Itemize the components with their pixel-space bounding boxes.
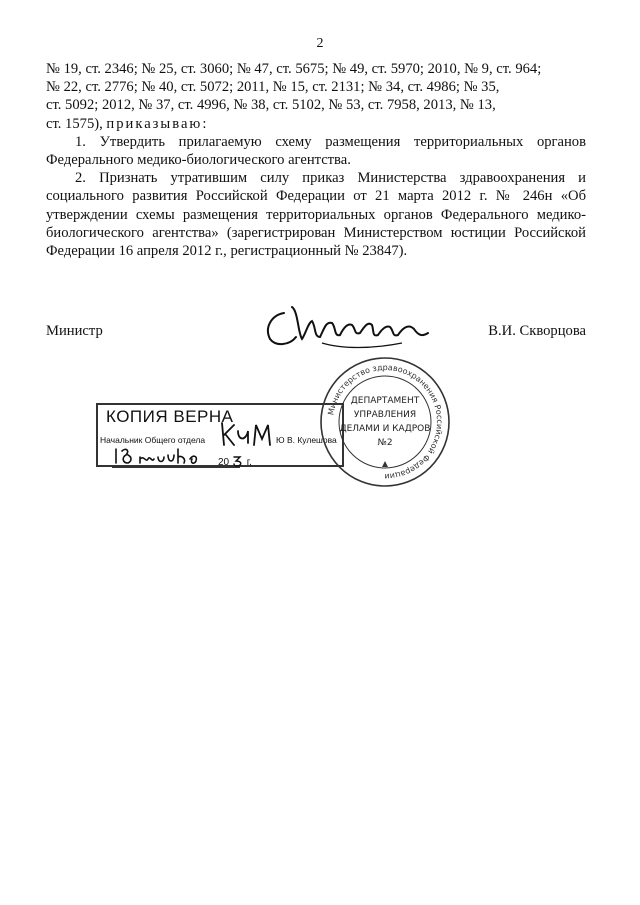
seal-line-3: ДЕЛАМИ И КАДРОВ <box>339 424 431 434</box>
copy-stamp-year-suffix: г. <box>246 457 252 468</box>
seal-star-icon <box>382 461 388 467</box>
handwritten-initials <box>218 419 274 451</box>
copy-stamp-date-line <box>112 467 240 468</box>
body-line-3: ст. 5092; 2012, № 37, ст. 4996, № 38, ст. 5102, № 53, ст. 7958, 2013, № 13, <box>46 97 496 114</box>
order-item-1: 1. Утвердить прилагаемую схему размещения территориальных органов Федерального медико-биологического агентства. <box>46 133 586 169</box>
seal-ring-text: Министерство здравоохранения Российской Федерации <box>326 362 445 482</box>
copy-stamp-person: Ю В. Кулешова <box>276 435 337 445</box>
handwritten-date <box>112 445 212 467</box>
page-number: 2 <box>316 36 324 51</box>
body-line-1: № 19, ст. 2346; № 25, ст. 3060; № 47, ст. 5675; № 49, ст. 5970; 2010, № 9, ст. 964; <box>46 61 542 77</box>
order-item-2: 2. Признать утратившим силу приказ Министерства здравоохранения и социального развития Российской Федерации от 21 марта 2012 г. № 246н «Об утверждении схемы размещения территориальных органов Федерального медико-биологического агентства» (зарегистрирован Министерством юстиции Российской Федерации 16 апреля 2012 г., регистрационный № 23847). <box>46 170 586 260</box>
copy-stamp-year-prefix: 20 <box>218 457 230 468</box>
body-line-4 <box>46 115 586 133</box>
body-line-4-start: ст. 1575), <box>46 115 103 132</box>
seal-line-4: №2 <box>377 438 393 448</box>
minister-title: Министр <box>46 323 103 339</box>
document-body <box>46 60 586 260</box>
handwritten-year-digits <box>232 455 244 467</box>
handwritten-signature <box>262 293 432 355</box>
body-line-2: № 22, ст. 2776; № 40, ст. 5072; 2011, № 15, ст. 2131; № 34, ст. 4986; № 35, <box>46 79 500 96</box>
department-seal <box>318 355 452 489</box>
order-word: приказываю: <box>106 115 209 132</box>
copy-stamp-position: Начальник Общего отдела <box>100 435 206 445</box>
minister-name: В.И. Скворцова <box>488 323 586 339</box>
seal-line-1: ДЕПАРТАМЕНТ <box>350 396 420 406</box>
copy-certification-stamp <box>96 403 344 467</box>
seal-line-2: УПРАВЛЕНИЯ <box>353 410 417 420</box>
copy-stamp-title: КОПИЯ ВЕРНА <box>106 407 234 426</box>
